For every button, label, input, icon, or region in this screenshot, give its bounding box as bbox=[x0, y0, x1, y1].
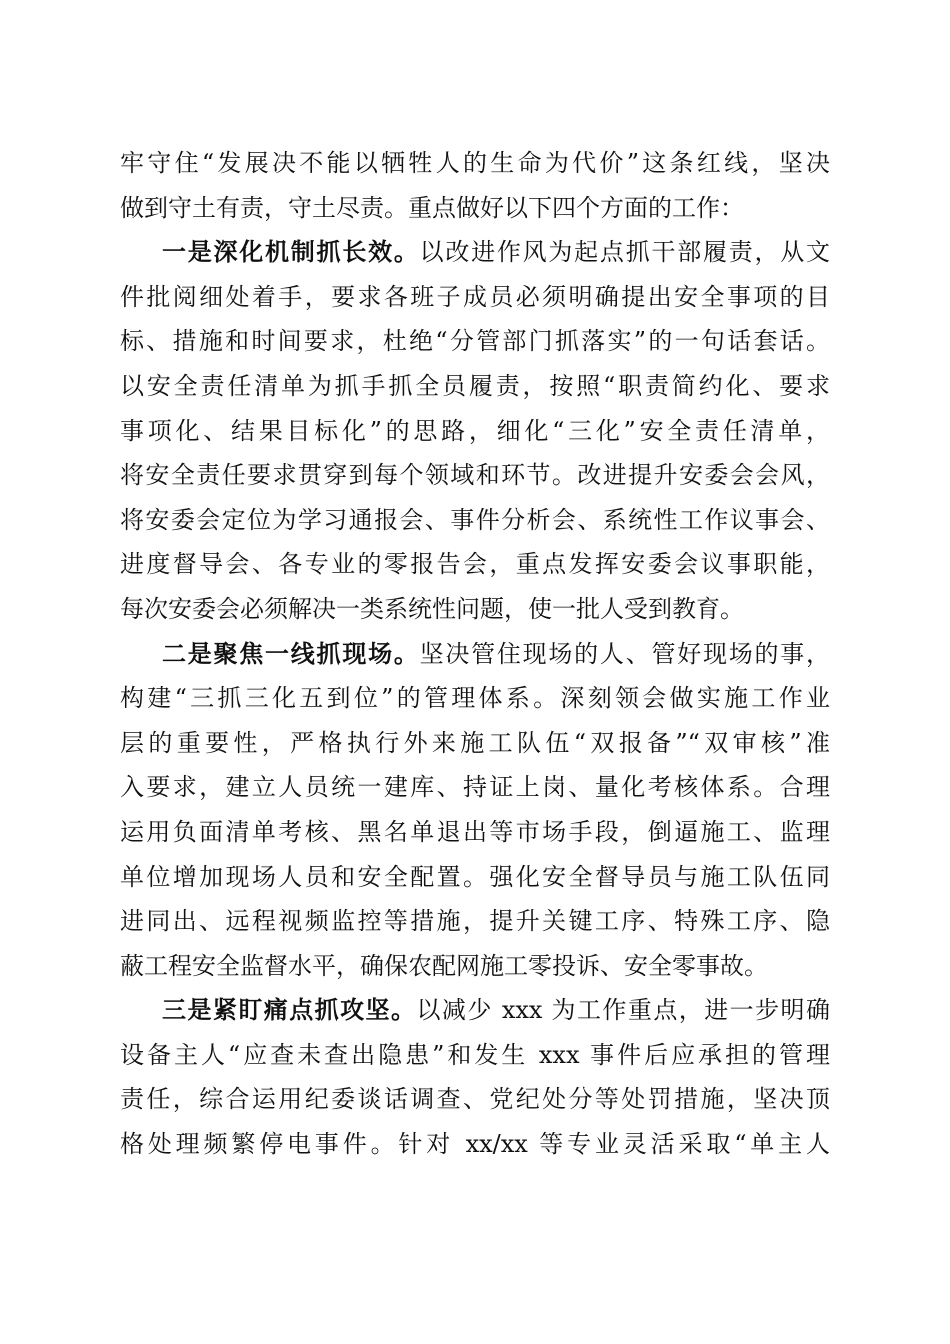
document-body bbox=[120, 141, 830, 1167]
section-lead-heading: 三是紧盯痛点抓攻坚。 bbox=[162, 995, 417, 1025]
body-line: 蔽工程安全监督水平，确保农配网施工零投诉、安全零事故。 bbox=[120, 951, 768, 980]
body-line: 构建“三抓三化五到位”的管理体系。深刻领会做实施工作业 bbox=[120, 684, 830, 713]
body-line: 设备主人“应查未查出隐患”和发生 xxx 事件后应承担的管理 bbox=[120, 1040, 830, 1069]
intro-line: 做到守土有责，守土尽责。重点做好以下四个方面的工作： bbox=[120, 193, 744, 222]
body-line: 将安委会定位为学习通报会、事件分析会、系统性工作议事会、 bbox=[120, 505, 830, 534]
section-first-line bbox=[120, 230, 830, 275]
section-first-line bbox=[120, 632, 830, 677]
section-lead-heading: 二是聚焦一线抓现场。 bbox=[162, 638, 420, 668]
section-first-line-text: 坚决管住现场的人、管好现场的事， bbox=[419, 639, 831, 668]
body-line: 单位增加现场人员和安全配置。强化安全督导员与施工队伍同 bbox=[120, 862, 830, 891]
body-line: 运用负面清单考核、黑名单退出等市场手段，倒逼施工、监理 bbox=[120, 817, 830, 846]
body-line: 格处理频繁停电事件。针对 xx/xx 等专业灵活采取“单主人 bbox=[120, 1130, 830, 1159]
body-line: 件批阅细处着手，要求各班子成员必须明确提出安全事项的目 bbox=[120, 282, 830, 311]
section-first-line-text: 以减少 xxx 为工作重点，进一步明确 bbox=[416, 996, 830, 1025]
body-line: 进度督导会、各专业的零报告会，重点发挥安委会议事职能， bbox=[120, 550, 830, 579]
intro-line: 牢守住“发展决不能以牺牲人的生命为代价”这条红线，坚决 bbox=[120, 149, 830, 177]
section-first-line bbox=[120, 988, 830, 1033]
body-line: 责任，综合运用纪委谈话调查、党纪处分等处罚措施，坚决顶 bbox=[120, 1085, 830, 1114]
body-line: 将安全责任要求贯穿到每个领域和环节。改进提升安委会会风， bbox=[120, 461, 830, 490]
section-first-line-text: 以改进作风为起点抓干部履责，从文 bbox=[419, 238, 831, 267]
body-line: 以安全责任清单为抓手抓全员履责，按照“职责简约化、要求 bbox=[120, 371, 830, 400]
body-line: 入要求，建立人员统一建库、持证上岗、量化考核体系。合理 bbox=[120, 773, 830, 802]
body-line: 层的重要性，严格执行外来施工队伍“双报备”“双审核”准 bbox=[120, 728, 830, 757]
body-line: 每次安委会必须解决一类系统性问题，使一批人受到教育。 bbox=[120, 594, 744, 623]
body-line: 进同出、远程视频监控等措施，提升关键工序、特殊工序、隐 bbox=[120, 907, 830, 936]
body-line: 标、措施和时间要求，杜绝“分管部门抓落实”的一句话套话。 bbox=[120, 327, 830, 356]
section-lead-heading: 一是深化机制抓长效。 bbox=[162, 237, 420, 267]
body-line: 事项化、结果目标化”的思路，细化“三化”安全责任清单， bbox=[120, 416, 830, 445]
